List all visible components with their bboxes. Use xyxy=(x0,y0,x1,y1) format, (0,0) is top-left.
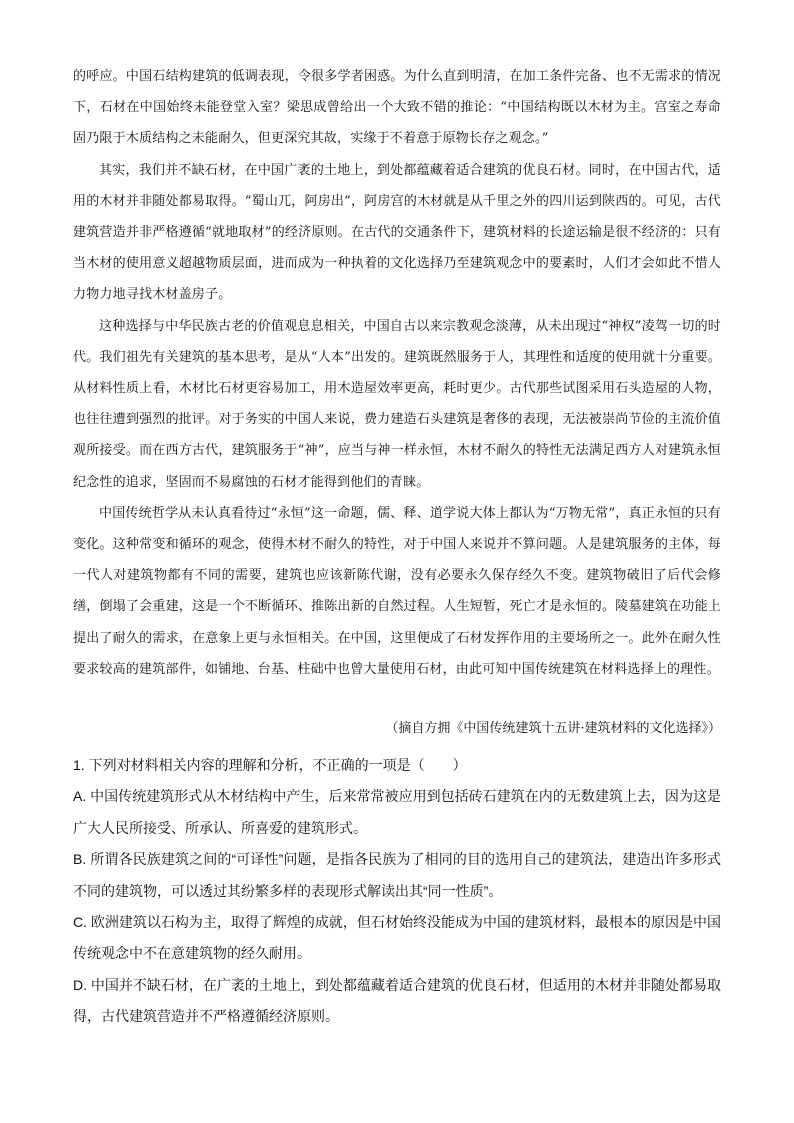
option-c: C. 欧洲建筑以石构为主，取得了辉煌的成就，但石材始终没能成为中国的建筑材料，最根本的原因是中国传统观念中不在意建筑物的经久耐用。 xyxy=(73,914,721,962)
reading-passage xyxy=(73,61,721,685)
passage-paragraph-2: 其实，我们并不缺石材，在中国广袤的土地上，到处都蕴藏着适合建筑的优良石材。同时，在中国古代，适用的木材并非随处都易取得。“蜀山兀，阿房出”，阿房宫的木材就是从千里之外的四川运到陕西的。可见，古代建筑营造并非严格遵循“就地取材”的经济原则。在古代的交通条件下，建筑材料的长途运输是很不经济的：只有当木材的使用意义超越物质层面，进而成为一种执着的文化选择乃至建筑观念中的要素时，人们才会如此不惜人力物力地寻找木材盖房子。 xyxy=(73,162,721,303)
option-a: A. 中国传统建筑形式从木材结构中产生，后来常常被应用到包括砖石建筑在内的无数建筑上去，因为这是广大人民所接受、所承认、所喜爱的建筑形式。 xyxy=(73,788,721,836)
question-stem: 1. 下列对材料相关内容的理解和分析，不正确的一项是（ ） xyxy=(73,757,467,773)
question-block xyxy=(73,750,721,1033)
passage-paragraph-1: 的呼应。中国石结构建筑的低调表现，令很多学者困惑。为什么直到明清，在加工条件完备、也不无需求的情况下，石材在中国始终未能登堂入室？梁思成曾给出一个大致不错的推论：“中国结构既以木材为主。宫室之寿命固乃限于木质结构之未能耐久，但更深究其故，实缘于不着意于原物长存之观念。” xyxy=(73,69,721,147)
source-citation: （摘自方拥《中国传统建筑十五讲·建筑材料的文化选择》） xyxy=(385,721,721,736)
option-d: D. 中国并不缺石材，在广袤的土地上，到处都蕴藏着适合建筑的优良石材，但适用的木材并非随处都易取得，古代建筑营造并不严格遵循经济原则。 xyxy=(73,976,721,1025)
passage-paragraph-4: 中国传统哲学从未认真看待过“永恒”这一命题，儒、释、道学说大体上都认为“万物无常”，真正永恒的只有变化。这种常变和循环的观念，使得木材不耐久的特性，对于中国人来说并不算问题。人是建筑服务的主体，每一代人对建筑物都有不同的需要，建筑也应该新陈代谢，没有必要永久保存经久不变。建筑物破旧了后代会修缮，倒塌了会重建，这是一个不断循环、推陈出新的自然过程。人生短暂，死亡才是永恒的。陵墓建筑在功能上提出了耐久的需求，在意象上更与永恒相关。在中国，这里便成了石材发挥作用的主要场所之一。此外在耐久性要求较高的建筑部件，如铺地、台基、柱础中也曾大量使用石材，由此可知中国传统建筑在材料选择上的理性。 xyxy=(73,505,721,677)
passage-paragraph-3: 这种选择与中华民族古老的价值观息息相关，中国自古以来宗教观念淡薄，从未出现过“神权”凌驾一切的时代。我们祖先有关建筑的基本思考，是从“人本”出发的。建筑既然服务于人，其理性和适度的使用就十分重要。从材料性质上看，木材比石材更容易加工，用木造屋效率更高，耗时更少。古代那些试图采用石头造屋的人物，也往往遭到强烈的批评。对于务实的中国人来说，费力建造石头建筑是奢侈的表现，无法被崇尚节俭的主流价值观所接受。而在西方古代，建筑服务于“神”，应当与神一样永恒，木材不耐久的特性无法满足西方人对建筑永恒纪念性的追求，坚固而不易腐蚀的石材才能得到他们的青睐。 xyxy=(73,318,721,490)
option-b: B. 所谓各民族建筑之间的“可译性”问题，是指各民族为了相同的目的选用自己的建筑法，建造出许多形式不同的建筑物，可以透过其纷繁多样的表现形式解读出其“同一性质”。 xyxy=(73,851,721,899)
